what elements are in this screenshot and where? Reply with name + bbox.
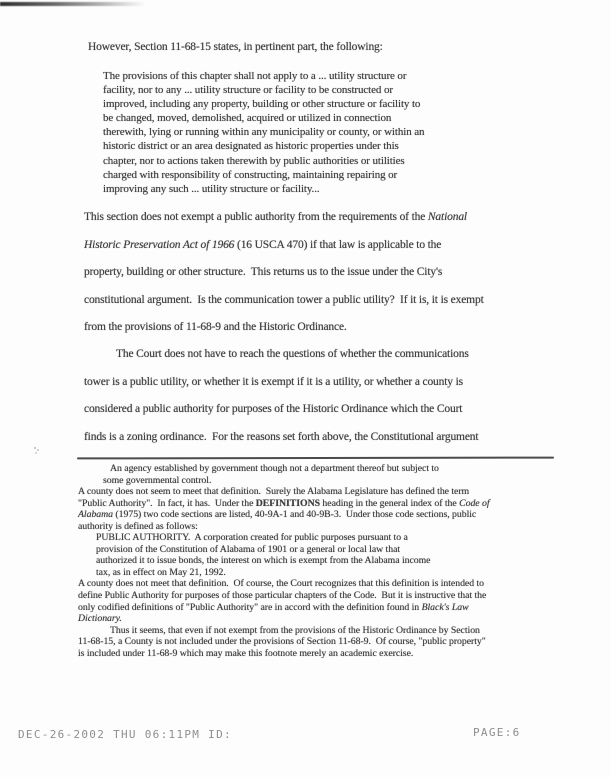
text-line: chapter, nor to actions taken therewith by public authorities or utilities — [103, 154, 405, 167]
text-line: from the provisions of 11-68-9 and the Historic Ordinance. — [84, 321, 347, 334]
text-line: considered a public authority for purposes of the Historic Ordinance which the Court — [84, 403, 463, 416]
text-line: improving any such ... utility structure or facility... — [103, 182, 320, 195]
text-line: PUBLIC AUTHORITY. A corporation created for public purposes pursuant to a — [96, 532, 408, 544]
text-line: historic district or an area designated as historic properties under this — [103, 140, 399, 153]
text-line: 11-68-15, a County is not included under the provisions of Section 11-68-9. Of course, "public property" — [78, 636, 486, 648]
text-line: tower is a public utility, or whether it is exempt if it is a utility, or whether a county is — [84, 375, 463, 388]
text-line: provision of the Constitution of Alabama of 1901 or a general or local law that — [96, 543, 401, 555]
text-line: some governmental control. — [103, 474, 212, 486]
text-line: A county does not seem to meet that definition. Surely the Alabama Legislature has defined the term — [78, 486, 470, 498]
fax-page-number: PAGE:6 — [473, 726, 521, 739]
text-line: facility, nor to any ... utility structure or facility to be constructed or — [103, 84, 393, 97]
text-line: finds is a zoning ordinance. For the reasons set forth above, the Constitutional argument — [84, 430, 479, 443]
intro-line: However, Section 11-68-15 states, in pertinent part, the following: — [88, 41, 383, 53]
text-line: "Public Authority". In fact, it has. Under the DEFINITIONS heading in the general index of the Code of — [78, 497, 490, 509]
text-line: improved, including any property, building or other structure or facility to — [103, 98, 421, 111]
text-line: define Public Authority for purposes of those particular chapters of the Code. But it is instructive that the — [78, 590, 487, 602]
text-line: charged with responsibility of constructing, maintaining repairing or — [103, 168, 398, 181]
scan-artifact-top-edge — [0, 2, 158, 6]
text-line: be changed, moved, demolished, acquired or utilized in connection — [103, 112, 392, 125]
text-line: constitutional argument. Is the communication tower a public utility? If it is, it is exempt — [84, 293, 484, 306]
text-line: A county does not meet that definition. Of course, the Court recognizes that this definition is intended to — [78, 578, 484, 590]
text-line: Historic Preservation Act of 1966 (16 USCA 470) if that law is applicable to the — [84, 238, 442, 251]
body-paragraph-exemption — [84, 204, 484, 342]
statute-block-quote — [103, 69, 424, 196]
text-line: therewith, lying or running within any municipality or county, or within an — [103, 126, 425, 139]
fax-timestamp: DEC-26-2002 THU 06:11PM ID: — [18, 728, 232, 741]
text-line: Dictionary. — [78, 613, 122, 625]
text-line: The provisions of this chapter shall not apply to a ... utility structure or — [103, 70, 407, 82]
text-line: This section does not exempt a public authority from the requirements of the National — [84, 211, 467, 223]
text-line: The Court does not have to reach the questions of whether the communications — [116, 348, 469, 360]
text-line: authority is defined as follows: — [78, 520, 198, 532]
body-paragraph-court-holding — [84, 341, 478, 451]
text-line: only codified definitions of "Public Authority" are in accord with the definition found in Black's Law — [78, 601, 469, 613]
text-line: property, building or other structure. This returns us to the issue under the City's — [84, 266, 443, 279]
intro-paragraph — [88, 40, 383, 54]
footnote-block — [78, 463, 490, 659]
text-line: Alabama (1975) two code sections are listed, 40-9A-1 and 40-9B-3. Under those code sections, public — [78, 509, 477, 521]
text-line: Thus it seems, that even if not exempt from the provisions of the Historic Ordinance by Section — [110, 624, 480, 636]
footnote-separator-rule — [77, 457, 554, 460]
text-line: tax, as in effect on May 21, 1992. — [96, 566, 226, 578]
scan-artifact-speck — [34, 447, 36, 449]
text-line: is included under 11-68-9 which may make this footnote merely an academic exercise. — [78, 647, 414, 659]
text-line: authorized it to issue bonds, the interest on which is exempt from the Alabama income — [96, 555, 431, 567]
text-line: An agency established by government though not a department thereof but subject to — [110, 463, 439, 474]
